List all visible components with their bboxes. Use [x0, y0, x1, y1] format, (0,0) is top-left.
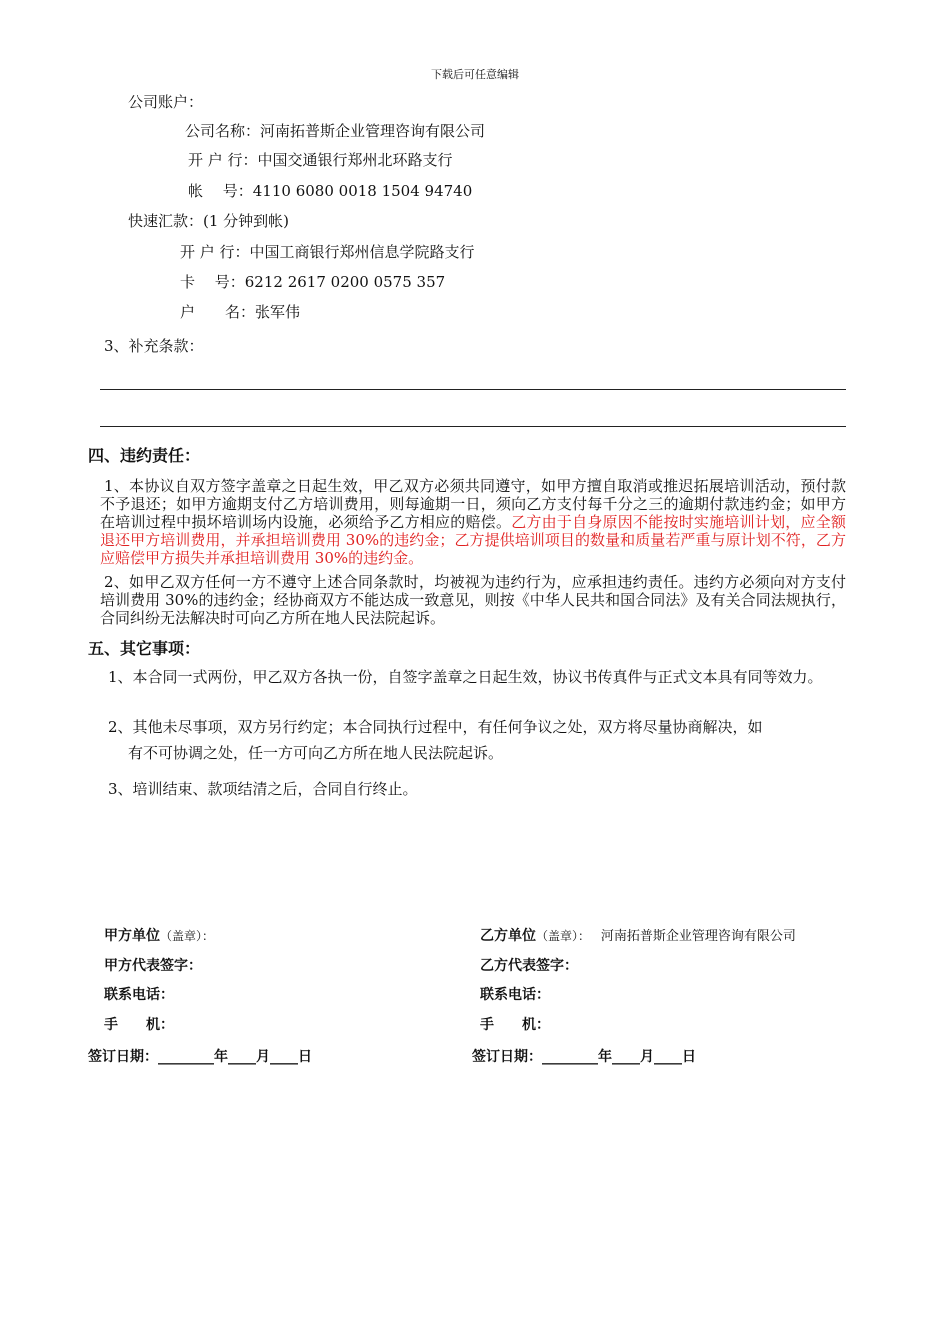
party-a-seal-note: （盖章）：: [160, 929, 215, 943]
section-5-heading: 五、其它事项：: [88, 639, 201, 658]
section-5-item-2-line-1: 2、其他未尽事项，双方另行约定；本合同执行过程中，有任何争议之处，双方将尽量协商解决，如: [108, 718, 763, 736]
item-1-text: 1、本协议自双方签字盖章之日起生效，甲乙双方必须共同遵守，如甲方擅自取消或推迟拓展培训活动，预付款不予退还；如甲方逾期支付乙方培训费用，则每逾期一日，须向乙方支付每千分之三的逾期付款违约金；如甲方在培训过程中损坏培训场内设施，必须给予乙方相应的赔偿。: [100, 477, 846, 531]
party-a-unit-label: 甲方单位: [104, 928, 160, 944]
section-5-item-2-line-2: 有不可协调之处，任一方可向乙方所在地人民法院起诉。: [128, 744, 504, 762]
section-5-item-3: 3、培训结束、款项结清之后，合同自行终止。: [108, 780, 418, 798]
account-holder-line: 户 名：张军伟: [180, 303, 301, 321]
party-b-unit-label: 乙方单位: [480, 928, 536, 944]
party-b-seal-note: （盖章）：: [536, 929, 591, 943]
blank-line-2: [100, 426, 846, 427]
section-4-item-1: [100, 477, 846, 567]
supplement-title: 3、补充条款：: [104, 337, 204, 355]
party-b-phone-label: 联系电话：: [480, 987, 550, 1003]
quick-transfer-title: 快速汇款：(1 分钟到帐): [128, 212, 290, 230]
section-4-item-2: 2、如甲乙双方任何一方不遵守上述合同条款时，均被视为违约行为，应承担违约责任。违约方必须向对方支付培训费用 30%的违约金；经协商双方不能达成一致意见，则按《中华人民共和国合同法》及有关合同法规执行，合同纠纷无法解决时可向乙方所在地人民法院起诉。: [100, 573, 846, 627]
party-a-unit: [104, 925, 214, 945]
bank-line: 开 户 行：中国交通银行郑州北环路支行: [188, 151, 453, 169]
party-b-company: 河南拓普斯企业管理咨询有限公司: [600, 929, 796, 944]
party-a-date-label: 签订日期：________年____月____日: [88, 1049, 312, 1065]
party-a-phone-label: 联系电话：: [104, 987, 174, 1003]
section-4-heading: 四、违约责任：: [88, 446, 201, 465]
party-b-rep-label: 乙方代表签字：: [480, 958, 578, 974]
account-title: 公司账户：: [128, 93, 204, 111]
party-a-mobile-label: 手 机：: [104, 1017, 174, 1033]
party-a-rep-label: 甲方代表签字：: [104, 958, 202, 974]
blank-line-1: [100, 389, 846, 390]
page-header-note: 下载后可任意编辑: [431, 68, 519, 81]
quick-bank-line: 开 户 行：中国工商银行郑州信息学院路支行: [180, 243, 475, 261]
company-name-line: 公司名称：河南拓普斯企业管理咨询有限公司: [185, 122, 486, 140]
account-number-line: 帐 号：4110 6080 0018 1504 94740: [188, 182, 473, 200]
section-5-item-1: 1、本合同一式两份，甲乙双方各执一份，自签字盖章之日起生效，协议书传真件与正式文本具有同等效力。: [108, 668, 823, 686]
card-number-line: 卡 号：6212 2617 0200 0575 357: [180, 273, 446, 291]
party-b-date-label: 签订日期：________年____月____日: [472, 1049, 696, 1065]
item-1-red-text: 乙方由于自身原因不能按时实施培训计划，应全额退还甲方培训费用，并承担培训费用 30%的违约金；乙方提供培训项目的数量和质量若严重与原计划不符，乙方应赔偿甲方损失并承担培训费用 30%的违约金。: [100, 513, 846, 567]
party-b-unit: [480, 925, 796, 945]
party-b-mobile-label: 手 机：: [480, 1017, 550, 1033]
